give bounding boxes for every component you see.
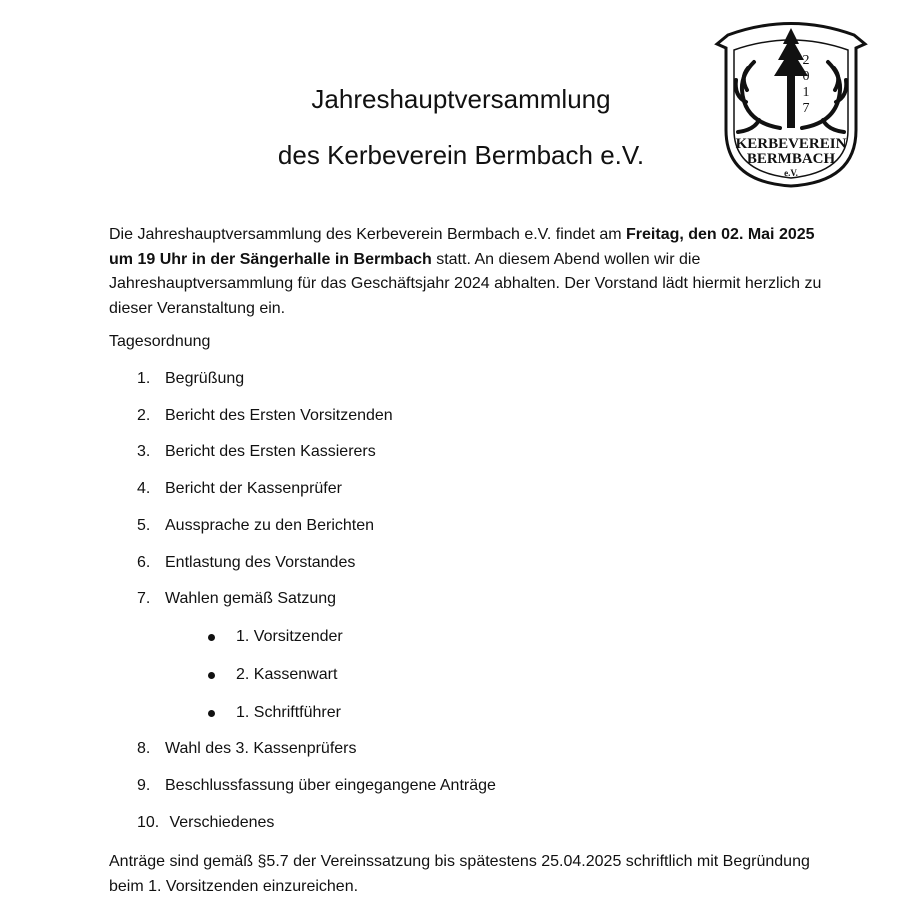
intro-text-2: statt. An diesem Abend wollen wir die Jahreshauptversammlung für das Geschäftsjahr 2024 abhalten. Der Vorstand lädt hiermit herzlich zu dieser Veranstaltung ein. (109, 250, 822, 317)
agenda-item-number: 3. (137, 443, 151, 460)
intro-paragraph (109, 223, 829, 321)
agenda-item-text: Verschiedenes (165, 814, 275, 831)
logo-year-digit: 0 (802, 69, 810, 84)
agenda-item-text: Begrüßung (165, 370, 245, 387)
agenda-item-text: Bericht der Kassenprüfer (165, 480, 342, 497)
page-title-line-2: des Kerbeverein Bermbach e.V. (277, 140, 645, 170)
agenda-item-text: Bericht des Ersten Vorsitzenden (165, 407, 393, 424)
agenda-item-number: 2. (137, 407, 151, 424)
agenda-sub-item-text: 2. Kassenwart (236, 666, 338, 683)
agenda-item-text: Bericht des Ersten Kassierers (165, 443, 376, 460)
agenda-item-text: Aussprache zu den Berichten (165, 517, 375, 534)
agenda-item-number: 4. (137, 480, 151, 497)
agenda-sub-item-text: 1. Schriftführer (236, 704, 341, 721)
agenda-heading: Tagesordnung (109, 333, 211, 350)
agenda-item-number: 9. (137, 777, 151, 794)
agenda-sub-item-text: 1. Vorsitzender (236, 628, 343, 645)
agenda-item-number: 5. (137, 517, 151, 534)
logo-year-digit: 2 (802, 53, 810, 68)
page-title-line-1: Jahreshauptversammlung (311, 84, 611, 114)
logo-year-digit: 1 (802, 85, 810, 100)
agenda-item-number: 6. (137, 554, 151, 571)
logo-name-line-1: KERBEVEREIN (735, 136, 847, 152)
intro-date-location: Freitag, den 02. Mai 2025 um 19 Uhr in der Sängerhalle in Bermbach (109, 226, 815, 268)
bullet-icon (208, 710, 215, 717)
logo-suffix: e.V. (784, 168, 798, 178)
logo-name-line-2: BERMBACH (746, 151, 836, 167)
agenda-item-text: Wahlen gemäß Satzung (165, 590, 337, 607)
bullet-icon (208, 672, 215, 679)
agenda-item-text: Entlastung des Vorstandes (165, 554, 356, 571)
agenda-item-number: 7. (137, 590, 151, 607)
agenda-item-number: 10. (137, 814, 160, 831)
club-logo (714, 20, 868, 188)
intro-text-1: Die Jahreshauptversammlung des Kerbeverein Bermbach e.V. findet am (109, 226, 627, 243)
closing-paragraph: Anträge sind gemäß §5.7 der Vereinssatzung bis spätestens 25.04.2025 schriftlich mit Begründung beim 1. Vorsitzenden einzureichen. (109, 853, 810, 895)
bullet-icon (208, 634, 215, 641)
agenda-item-text: Wahl des 3. Kassenprüfers (165, 740, 357, 757)
logo-year-digit: 7 (802, 101, 810, 116)
agenda-item-text: Beschlussfassung über eingegangene Anträge (165, 777, 496, 794)
agenda-item-number: 1. (137, 370, 151, 387)
agenda-item-number: 8. (137, 740, 151, 757)
